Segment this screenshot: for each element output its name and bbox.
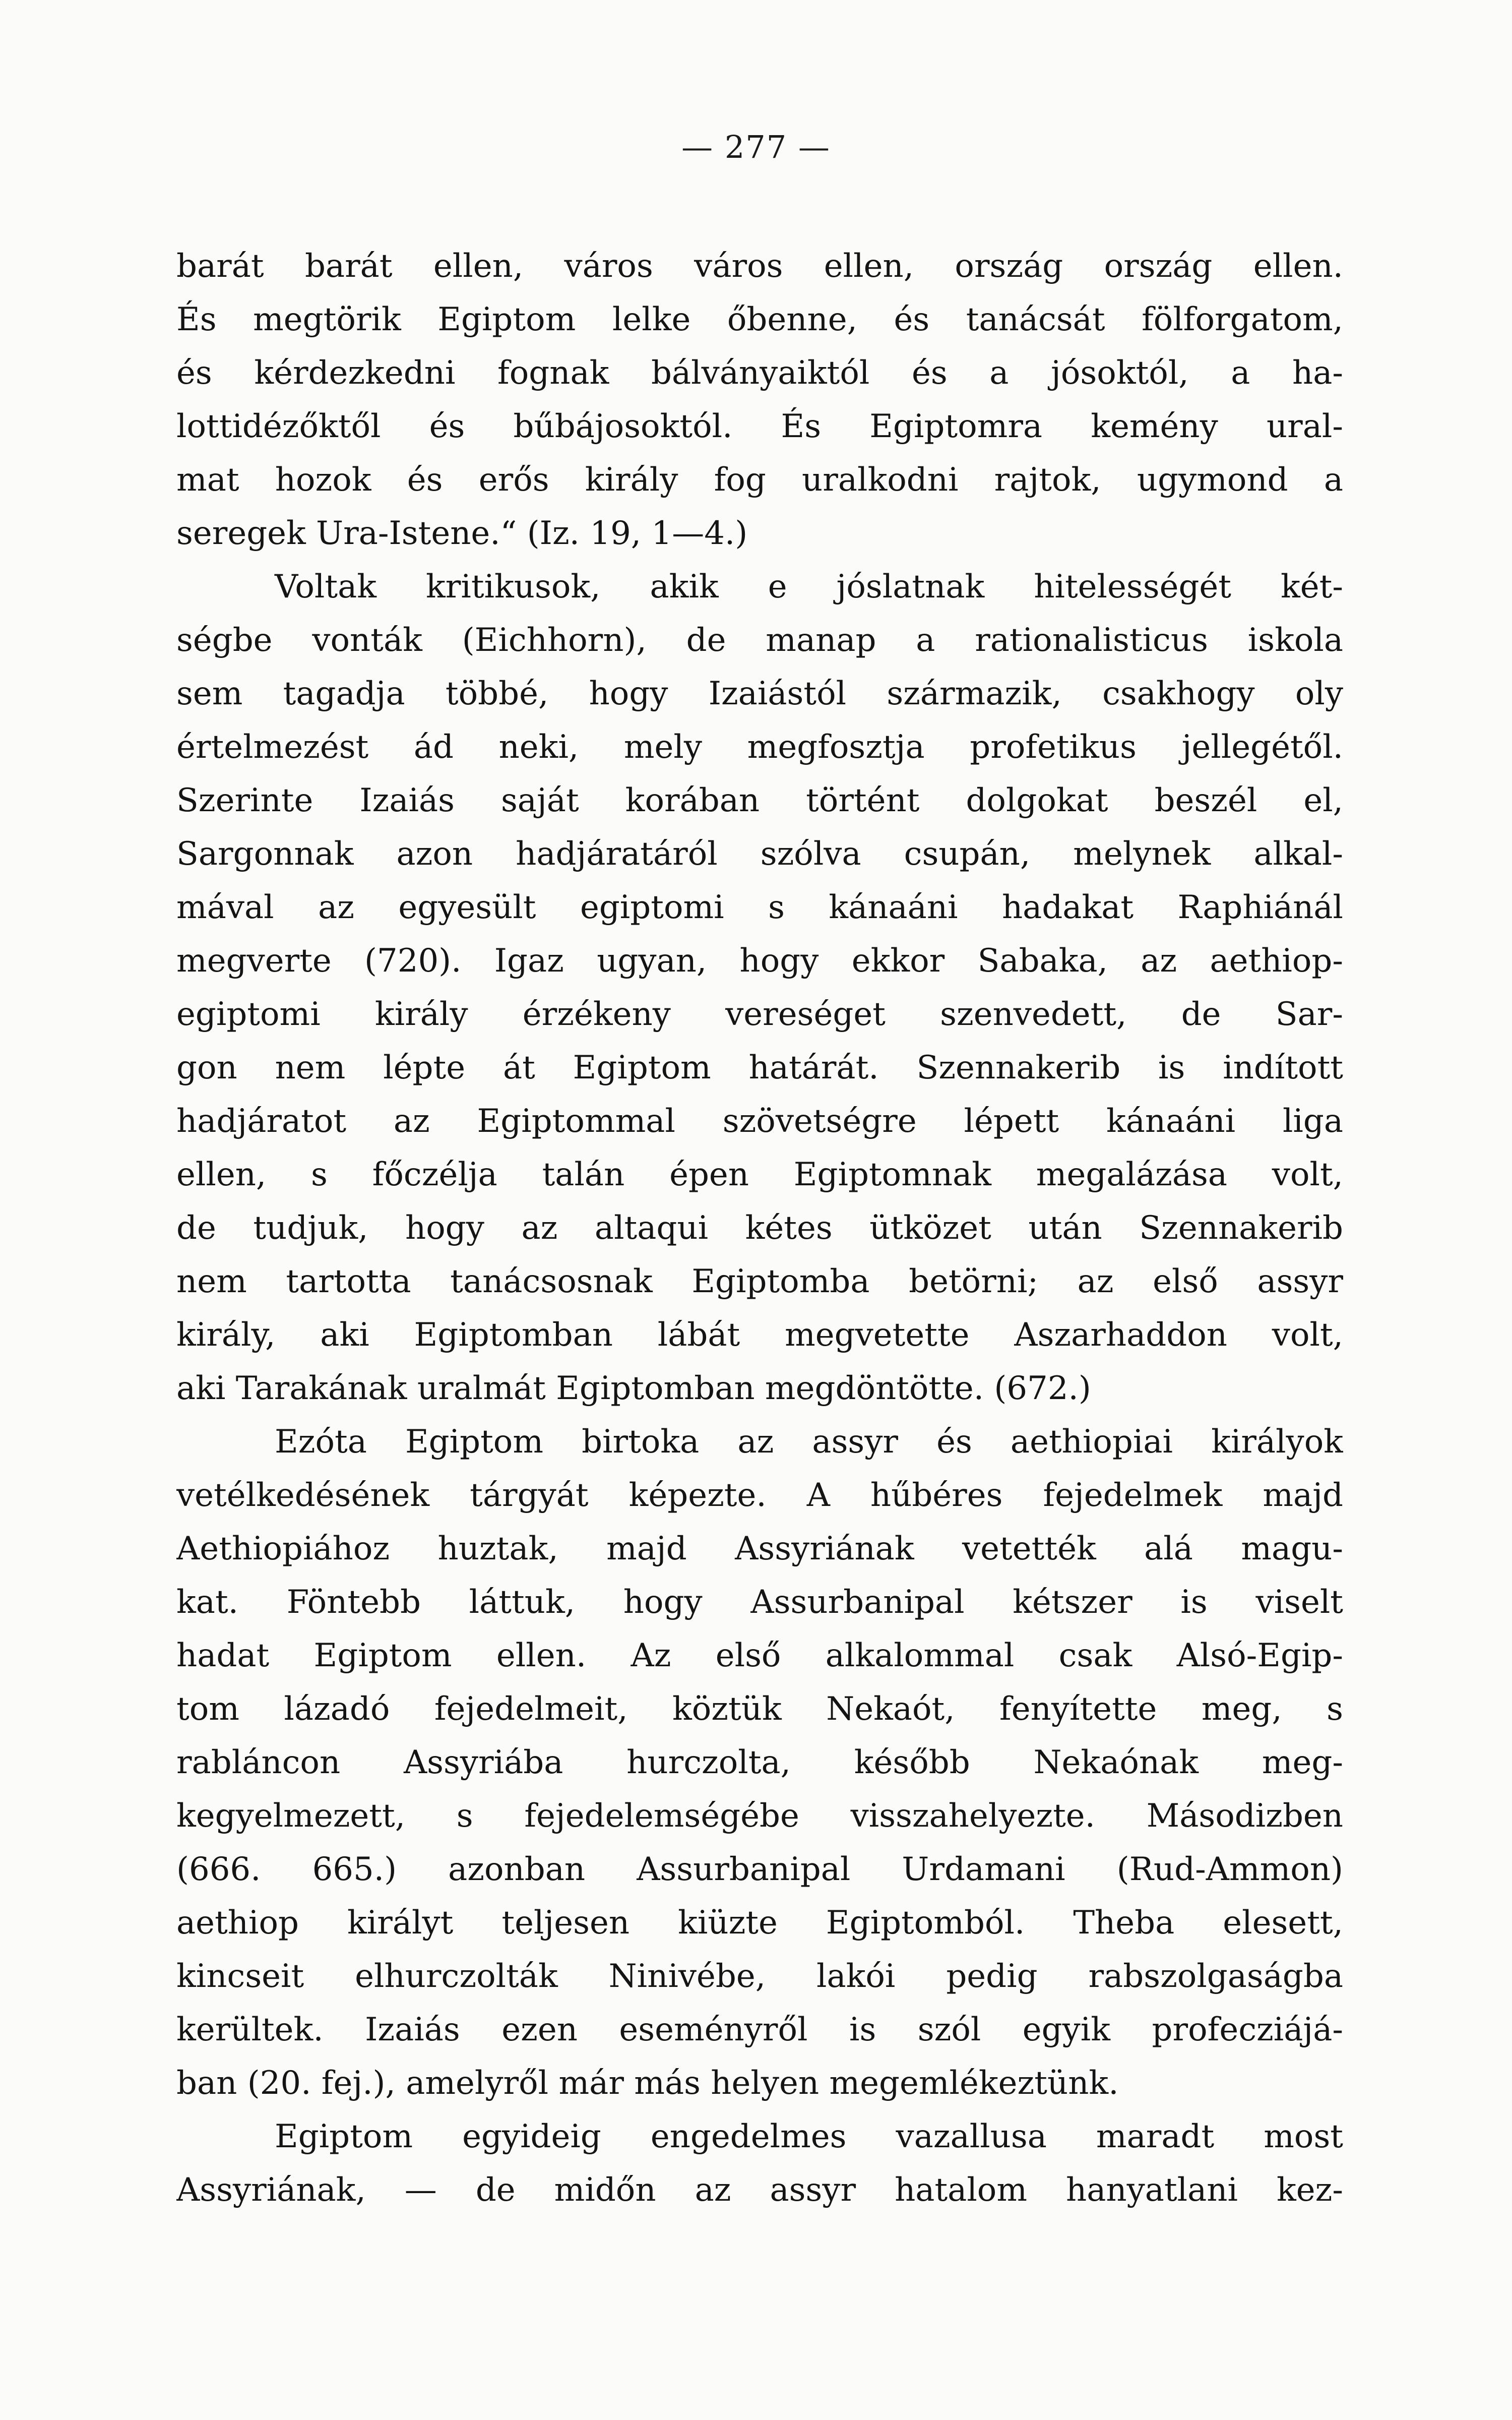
text-line: barát barát ellen, város város ellen, ország ország ellen.: [176, 248, 1343, 285]
text-line: kerültek. Izaiás ezen eseményről is szól egyik profecziájá-: [176, 2011, 1343, 2048]
text-line: Ezóta Egiptom birtoka az assyr és aethiopiai királyok: [275, 1423, 1343, 1461]
text-line: sem tagadja többé, hogy Izaiástól származik, csakhogy oly: [176, 675, 1343, 712]
text-line: ellen, s főczélja talán épen Egiptomnak megalázása volt,: [176, 1156, 1343, 1193]
text-line: tom lázadó fejedelmeit, köztük Nekaót, fenyítette meg, s: [176, 1690, 1343, 1728]
text-line: egiptomi király érzékeny vereséget szenvedett, de Sar-: [176, 996, 1343, 1033]
page-number: — 277 —: [681, 129, 831, 165]
text-line: vetélkedésének tárgyát képezte. A hűbéres fejedelmek majd: [176, 1477, 1343, 1514]
text-line: Sargonnak azon hadjáratáról szólva csupán, melynek alkal-: [176, 835, 1343, 873]
text-line: hadjáratot az Egiptommal szövetségre lépett kánaáni liga: [176, 1103, 1343, 1140]
text-line: Egiptom egyideig engedelmes vazallusa maradt most: [275, 2118, 1343, 2155]
text-line: Szerinte Izaiás saját korában történt dolgokat beszél el,: [176, 782, 1343, 819]
text-line: de tudjuk, hogy az altaqui kétes ütközet után Szennakerib: [176, 1209, 1343, 1247]
text-line: kegyelmezett, s fejedelemségébe visszahelyezte. Másodizben: [176, 1797, 1343, 1835]
text-line: király, aki Egiptomban lábát megvetette Aszarhaddon volt,: [176, 1316, 1343, 1354]
body-text: [176, 239, 1343, 2372]
text-line: Assyriának, — de midőn az assyr hatalom hanyatlani kez-: [176, 2171, 1343, 2209]
text-line: kat. Föntebb láttuk, hogy Assurbanipal kétszer is viselt: [176, 1584, 1343, 1621]
text-line: Aethiopiához huztak, majd Assyriának vetették alá magu-: [176, 1530, 1343, 1567]
text-line: megverte (720). Igaz ugyan, hogy ekkor Sabaka, az aethiop-: [176, 942, 1343, 980]
text-line: értelmezést ád neki, mely megfosztja profetikus jellegétől.: [176, 729, 1343, 766]
text-line: (666. 665.) azonban Assurbanipal Urdamani (Rud-Ammon): [176, 1851, 1343, 1888]
text-line: És megtörik Egiptom lelke őbenne, és tanácsát fölforgatom,: [176, 301, 1343, 338]
text-line: mával az egyesült egiptomi s kánaáni hadakat Raphiánál: [176, 889, 1343, 926]
text-line: ségbe vonták (Eichhorn), de manap a rationalisticus iskola: [176, 622, 1343, 659]
text-line: gon nem lépte át Egiptom határát. Szennakerib is indított: [176, 1049, 1343, 1086]
text-line: rabláncon Assyriába hurczolta, később Nekaónak meg-: [176, 1744, 1343, 1781]
text-line: ban (20. fej.), amelyről már más helyen megemlékeztünk.: [176, 2065, 1119, 2102]
text-line: hadat Egiptom ellen. Az első alkalommal csak Alsó-Egip-: [176, 1637, 1343, 1674]
text-line: kincseit elhurczolták Ninivébe, lakói pedig rabszolgaságba: [176, 1958, 1343, 1995]
text-line: aki Tarakának uralmát Egiptomban megdöntötte. (672.): [176, 1370, 1091, 1407]
text-line: seregek Ura-Istene.“ (Iz. 19, 1—4.): [176, 515, 748, 552]
text-line: Voltak kritikusok, akik e jóslatnak hitelességét két-: [275, 568, 1343, 606]
text-line: mat hozok és erős király fog uralkodni rajtok, ugymond a: [176, 461, 1343, 499]
text-line: aethiop királyt teljesen kiüzte Egiptomból. Theba elesett,: [176, 1904, 1343, 1942]
text-line: és kérdezkedni fognak bálványaiktól és a jósoktól, a ha-: [176, 354, 1343, 392]
text-line: lottidézőktől és bűbájosoktól. És Egiptomra kemény ural-: [176, 408, 1343, 445]
text-line: nem tartotta tanácsosnak Egiptomba betörni; az első assyr: [176, 1263, 1343, 1300]
